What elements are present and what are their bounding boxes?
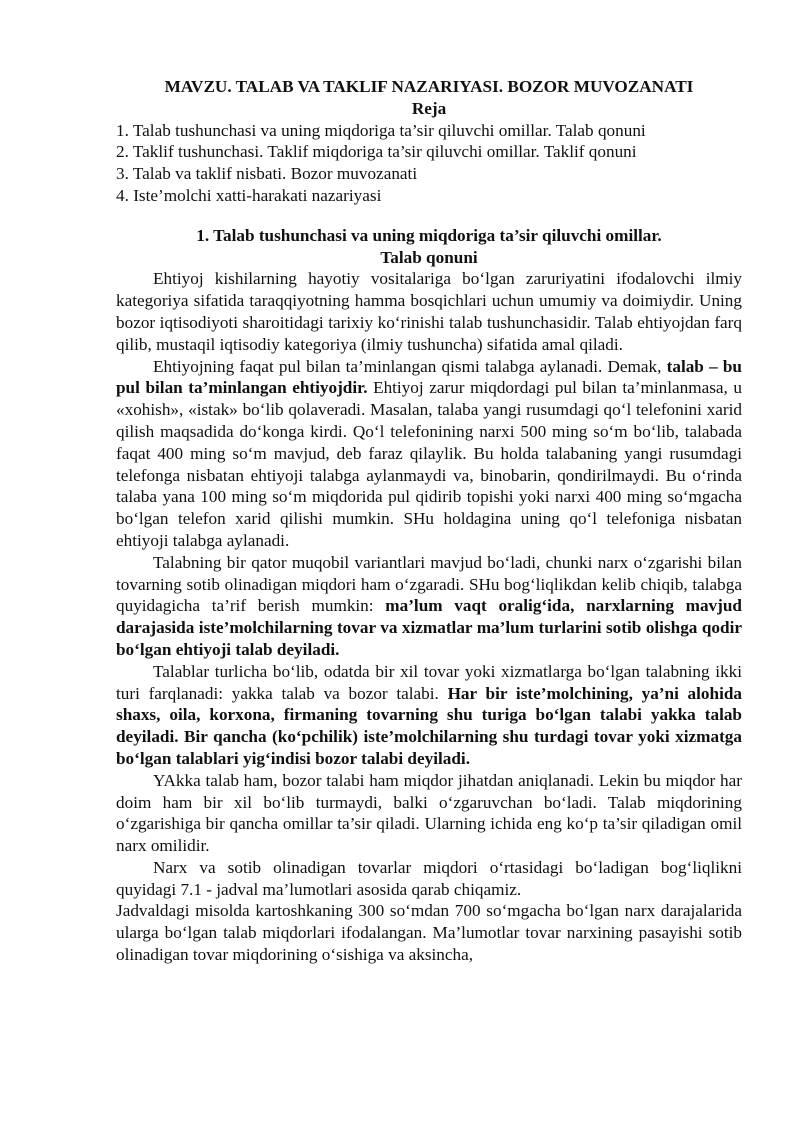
paragraph-4-text-a: Talablar turlicha bo‘lib, odatda bir xil tovar yoki xizmatlarga bo‘lgan talabning ikki turi farqlanadi: yakka talab va bozor talabi. xyxy=(116,661,742,703)
plan-item: 2. Taklif tushunchasi. Taklif miqdoriga ta’sir qiluvchi omillar. Taklif qonuni xyxy=(116,142,637,162)
plan-list xyxy=(116,120,742,207)
paragraph-5: YAkka talab ham, bozor talabi ham miqdor jihatdan aniqlanadi. Lekin bu miqdor har doim ham bir xil bo‘lib turmaydi, balki o‘zgaruvchan bo‘ladi. Talab miqdorining o‘zgarishiga bir qancha omillar ta’sir qiladi. Ularning ichida eng ko‘p ta’sir qiladigan omil narx omilidir. xyxy=(116,770,742,856)
paragraph-3-definition: ma’lum vaqt oralig‘ida, narxlarning mavjud darajasida iste’molchilarning tovar va xizmatlar ma’lum turlarini sotib olishga qodir bo‘lgan ehtiyoji talab deyiladi. xyxy=(116,596,742,659)
paragraph-4 xyxy=(116,661,742,770)
paragraph-6: Narx va sotib olinadigan tovarlar miqdori o‘rtasidagi bo‘ladigan bog‘liqlikni quyidagi 7.1 - jadval ma’lumotlari asosida qarab chiqamiz. xyxy=(116,857,742,899)
paragraph-4-definition: Har bir iste’molchining, ya’ni alohida shaxs, oila, korxona, firmaning tovarning shu turiga bo‘lgan talabi yakka talab deyiladi. Bir qancha (ko‘pchilik) iste’molchilarning shu turdagi tovar yoki xizmatga bo‘lgan talablari yig‘indisi bozor talabi deyiladi. xyxy=(116,683,743,768)
paragraph-3-text-a: Talabning bir qator muqobil variantlari mavjud bo‘ladi, chunki narx o‘zgarishi bilan tovarning sotib olinadigan miqdori ham o‘zgaradi. SHu bog‘liqlikdan kelib chiqib, talabga quyidagicha ta’rif berish mumkin: xyxy=(116,552,742,616)
plan-item: 3. Talab va taklif nisbati. Bozor muvozanati xyxy=(116,164,418,184)
paragraph-2 xyxy=(116,356,742,552)
page-title: MAVZU. TALAB VA TAKLIF NAZARIYASI. BOZOR MUVOZANATI xyxy=(164,77,694,96)
plan-heading: Reja xyxy=(411,98,447,118)
paragraph-7: Jadvaldagi misolda kartoshkaning 300 so‘mdan 700 so‘mgacha bo‘lgan narx darajalarida ularga bo‘lgan talab miqdorlari ifodalangan. Ma’lumotlar tovar narxining pasayishi sotib olinadigan tovar miqdorining o‘sishiga va aksincha, xyxy=(116,901,742,965)
paragraph-2-text-a: Ehtiyojning faqat pul bilan ta’minlangan qismi talabga aylanadi. Demak, xyxy=(153,356,667,376)
plan-item: 4. Iste’molchi xatti-harakati nazariyasi xyxy=(116,185,382,205)
paragraph-1: Ehtiyoj kishilarning hayotiy vositalariga bo‘lgan zaruriyatini ifodalovchi ilmiy kategoriya sifatida taraqqiyotning hamma bosqichlari uchun umumiy va doimiydir. Uning bozor iqtisodiyoti sharoitidagi tarixiy ko‘rinishi talab tushunchasidir. Talab ehtiyojdan farq qilib, mustaqil iqtisodiy kategoriya (ilmiy tushuncha) sifatida amal qiladi. xyxy=(116,269,742,354)
paragraph-2-text-c: Ehtiyoj zarur miqdordagi pul bilan ta’minlanmasa, u «xohish», «istak» bo‘lib qolaveradi. Masalan, talaba yangi rusumdagi qo‘l telefonini xarid qilish maqsadida do‘konga kirdi. Qo‘l telefonining narxi 500 ming so‘m bo‘lib, talabada faqat 400 ming so‘m mavjud, deb faraz qilaylik. Bu holda talabaning yangi rusumdagi telefonga nisbatan ehtiyoji talabga aylanmaydi va, binobarin, qondirilmaydi. Bu o‘rinda talaba yana 100 ming so‘m miqdorida pul qidirib topishi yoki narxi 400 ming so‘mgacha bo‘lgan telefon xarid qilishi mumkin. SHu holdagina uning qo‘l telefoniga nisbatan ehtiyoji talabga aylanadi. xyxy=(116,378,742,550)
paragraph-3 xyxy=(116,552,742,661)
paragraph-2-definition: talab – bu pul bilan ta’minlangan ehtiyojdir. xyxy=(116,356,742,398)
section-heading: 1. Talab tushunchasi va uning miqdoriga ta’sir qiluvchi omillar. Talab qonuni xyxy=(196,225,662,267)
plan-item: 1. Talab tushunchasi va uning miqdoriga ta’sir qiluvchi omillar. Talab qonuni xyxy=(116,120,646,140)
